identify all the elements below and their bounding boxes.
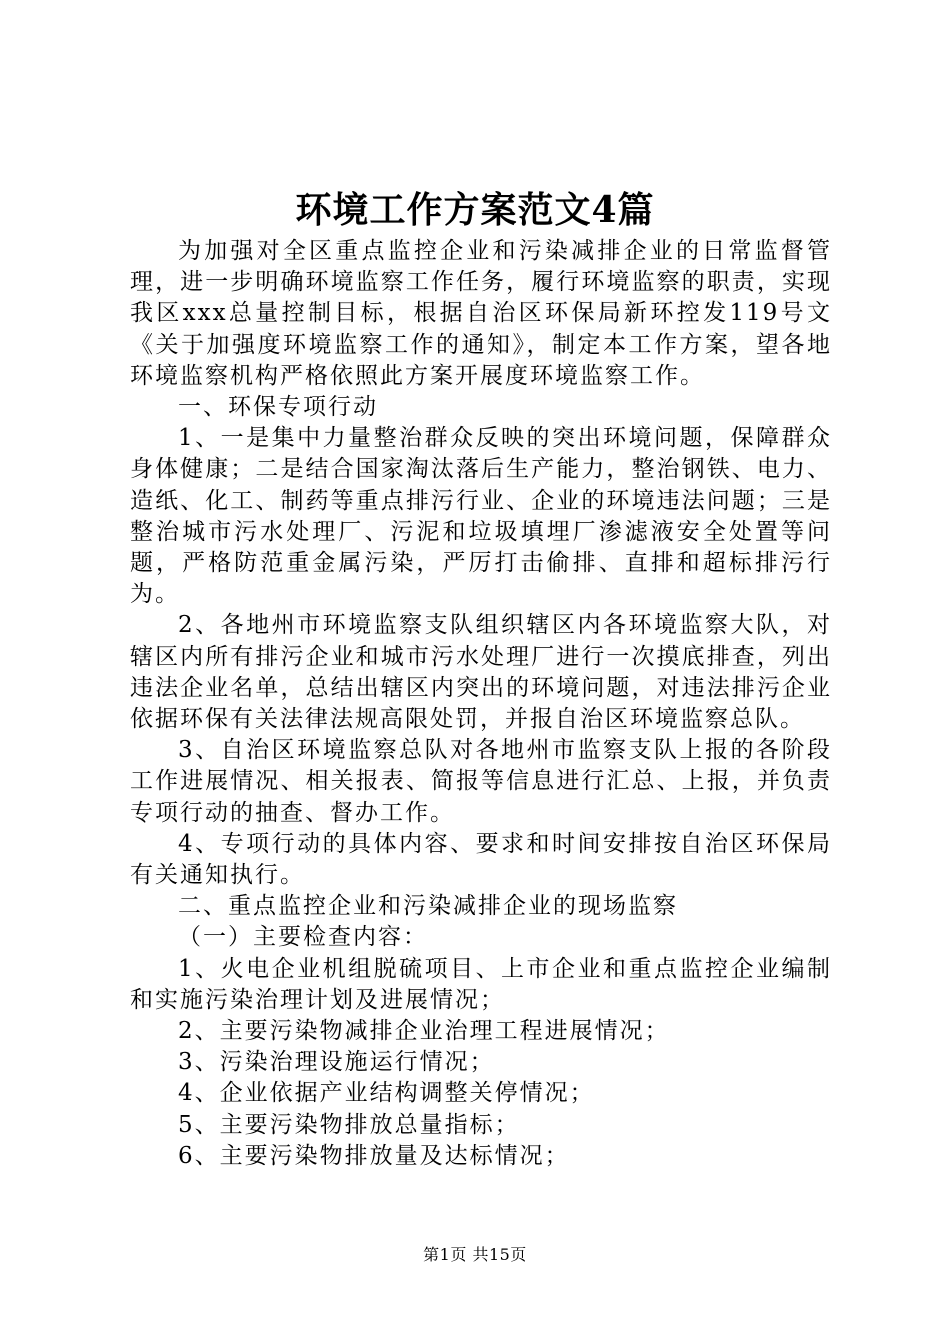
paragraph-intro: 为加强对全区重点监控企业和污染减排企业的日常监督管理，进一步明确环境监察工作任务，履行环境监察的职责，实现我区xxx总量控制目标，根据自治区环保局新环控发119号文《关于加强度环境监察工作的通知》，制定本工作方案，望各地环境监察机构严格依照此方案开展度环境监察工作。: [130, 238, 832, 389]
document-body: [130, 236, 832, 1172]
paragraph: 3、自治区环境监察总队对各地州市监察支队上报的各阶段工作进展情况、相关报表、简报等信息进行汇总、上报，并负责专项行动的抽查、督办工作。: [130, 737, 832, 826]
list-item: 4、企业依据产业结构调整关停情况；: [178, 1080, 595, 1107]
document-title: 环境工作方案范文4篇: [295, 189, 655, 231]
subsection-heading: （一）主要检查内容：: [178, 924, 428, 951]
page-number-footer: 第1页 共15页: [423, 1245, 527, 1264]
paragraph: 1、一是集中力量整治群众反映的突出环境问题，保障群众身体健康；二是结合国家淘汰落后生产能力，整治钢铁、电力、造纸、化工、制药等重点排污行业、企业的环境违法问题；三是整治城市污水处理厂、污泥和垃圾填埋厂渗滤液安全处置等问题，严格防范重金属污染，严厉打击偷排、直排和超标排污行为。: [130, 425, 832, 608]
list-item: 3、污染治理设施运行情况；: [178, 1049, 495, 1076]
section-heading: 一、环保专项行动: [178, 394, 378, 421]
list-item: 5、主要污染物排放总量指标；: [178, 1111, 520, 1138]
paragraph: 2、各地州市环境监察支队组织辖区内各环境监察大队，对辖区内所有排污企业和城市污水处理厂进行一次摸底排查，列出违法企业名单，总结出辖区内突出的环境问题，对违法排污企业依据环保有关法律法规高限处罚，并报自治区环境监察总队。: [130, 612, 832, 733]
list-item: 1、火电企业机组脱硫项目、上市企业和重点监控企业编制和实施污染治理计划及进展情况；: [130, 955, 832, 1013]
list-item: 2、主要污染物减排企业治理工程进展情况；: [178, 1018, 670, 1045]
list-item: 6、主要污染物排放量及达标情况；: [178, 1142, 570, 1169]
section-heading: 二、重点监控企业和污染减排企业的现场监察: [178, 893, 678, 920]
paragraph: 4、专项行动的具体内容、要求和时间安排按自治区环保局有关通知执行。: [130, 830, 832, 889]
